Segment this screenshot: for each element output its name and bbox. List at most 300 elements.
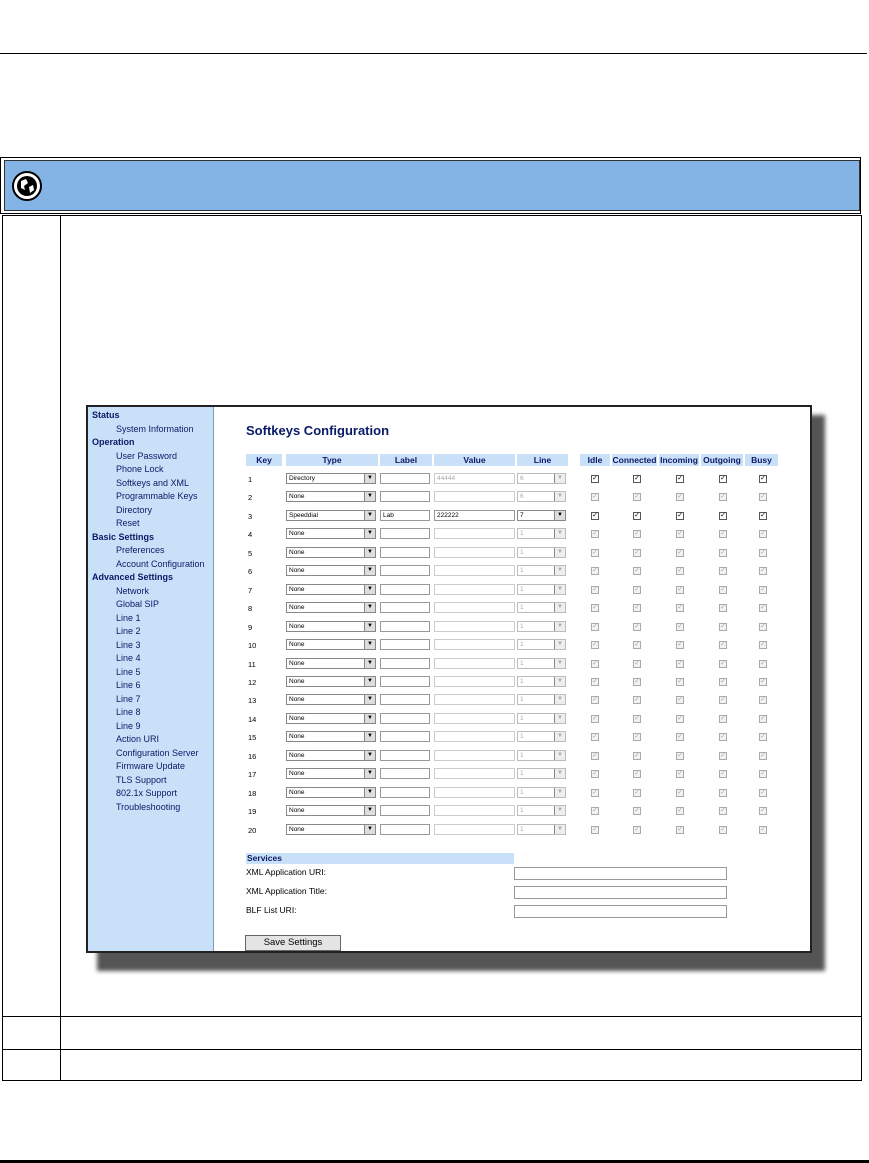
value-field[interactable] — [434, 528, 515, 539]
label-field[interactable] — [380, 658, 430, 669]
outgoing-checkbox[interactable]: ✓ — [720, 825, 726, 833]
value-field[interactable] — [434, 491, 515, 502]
outgoing-checkbox[interactable]: ✓ — [720, 475, 726, 482]
sidebar-item[interactable]: Directory — [116, 504, 153, 515]
idle-checkbox[interactable]: ✓ — [592, 530, 598, 538]
busy-checkbox[interactable]: ✓ — [760, 659, 766, 667]
line-select[interactable] — [517, 621, 566, 632]
type-select[interactable] — [286, 787, 376, 798]
label-field[interactable] — [380, 713, 430, 724]
incoming-checkbox[interactable]: ✓ — [677, 622, 683, 630]
sidebar-item[interactable]: Line 3 — [116, 639, 141, 650]
line-select-value: 1 — [520, 825, 524, 833]
line-select-value: 1 — [520, 714, 524, 722]
busy-checkbox[interactable]: ✓ — [760, 585, 766, 593]
line-select[interactable] — [517, 713, 566, 724]
softkey-row — [246, 599, 786, 617]
connected-checkbox[interactable]: ✓ — [634, 493, 640, 501]
type-select[interactable] — [286, 658, 376, 669]
dropdown-arrow-icon: ▼ — [364, 566, 375, 575]
type-select-value: None — [289, 567, 305, 575]
sidebar-item[interactable]: User Password — [116, 450, 178, 461]
key-number: 7 — [248, 585, 253, 595]
key-number: 6 — [248, 567, 253, 577]
column-header: Busy — [745, 454, 778, 466]
idle-checkbox[interactable]: ✓ — [592, 548, 598, 556]
sidebar-item[interactable]: 802.1x Support — [116, 788, 178, 798]
incoming-checkbox[interactable]: ✓ — [677, 511, 683, 519]
type-select-value: None — [289, 677, 305, 685]
idle-checkbox[interactable]: ✓ — [592, 825, 598, 833]
incoming-checkbox[interactable]: ✓ — [677, 475, 683, 482]
idle-checkbox[interactable]: ✓ — [592, 585, 598, 593]
incoming-checkbox[interactable]: ✓ — [677, 567, 683, 575]
incoming-checkbox[interactable]: ✓ — [677, 548, 683, 556]
dropdown-arrow-icon: ▼ — [364, 603, 375, 612]
idle-checkbox[interactable]: ✓ — [592, 807, 598, 815]
outgoing-checkbox[interactable]: ✓ — [720, 493, 726, 501]
line-select[interactable] — [517, 547, 566, 558]
column-header: Value — [434, 454, 515, 466]
idle-checkbox[interactable]: ✓ — [592, 475, 598, 482]
value-field[interactable] — [434, 768, 515, 779]
type-select[interactable] — [286, 602, 376, 613]
column-header: Label — [380, 454, 432, 466]
incoming-checkbox[interactable]: ✓ — [677, 604, 683, 612]
busy-checkbox[interactable]: ✓ — [760, 714, 766, 722]
label-field[interactable] — [380, 528, 430, 539]
connected-checkbox[interactable]: ✓ — [634, 530, 640, 538]
incoming-checkbox[interactable]: ✓ — [677, 714, 683, 722]
outgoing-checkbox[interactable]: ✓ — [720, 770, 726, 778]
idle-checkbox[interactable]: ✓ — [592, 751, 598, 759]
sidebar-item[interactable]: Line 2 — [116, 626, 141, 636]
sidebar-item[interactable]: System Information — [116, 423, 194, 434]
busy-checkbox[interactable]: ✓ — [760, 622, 766, 630]
incoming-checkbox[interactable]: ✓ — [677, 530, 683, 538]
idle-checkbox[interactable]: ✓ — [592, 567, 598, 575]
key-number: 14 — [248, 714, 257, 724]
dropdown-arrow-icon: ▼ — [554, 659, 565, 668]
type-select[interactable] — [286, 547, 376, 558]
value-field[interactable] — [434, 676, 515, 687]
type-select[interactable] — [286, 713, 376, 724]
line-select-value: 1 — [520, 807, 524, 815]
sidebar-item[interactable]: Preferences — [116, 545, 165, 555]
label-field[interactable] — [380, 676, 430, 687]
softkey-row — [246, 821, 786, 839]
dropdown-arrow-icon: ▼ — [364, 548, 375, 557]
service-field-input[interactable] — [514, 905, 727, 918]
idle-checkbox[interactable]: ✓ — [592, 696, 598, 704]
line-select-value: 1 — [520, 659, 524, 667]
softkey-row — [246, 765, 786, 783]
idle-checkbox[interactable]: ✓ — [592, 714, 598, 722]
value-field[interactable] — [434, 787, 515, 798]
line-select-value: 1 — [520, 530, 524, 538]
sidebar-item[interactable]: Line 5 — [116, 666, 141, 677]
line-select-value: 1 — [520, 751, 524, 759]
value-field[interactable] — [434, 694, 515, 705]
line-select[interactable] — [517, 731, 566, 742]
connected-checkbox[interactable]: ✓ — [634, 567, 640, 575]
key-number: 5 — [248, 548, 253, 558]
connected-checkbox[interactable]: ✓ — [634, 585, 640, 593]
idle-checkbox[interactable]: ✓ — [592, 659, 598, 667]
softkey-row — [246, 507, 786, 525]
value-field[interactable] — [434, 824, 515, 835]
type-select[interactable] — [286, 805, 376, 816]
dropdown-arrow-icon: ▼ — [554, 788, 565, 797]
line-select[interactable] — [517, 510, 566, 521]
outgoing-checkbox[interactable]: ✓ — [720, 511, 726, 519]
line-select[interactable] — [517, 768, 566, 779]
busy-checkbox[interactable]: ✓ — [760, 770, 766, 778]
idle-checkbox[interactable]: ✓ — [592, 493, 598, 501]
line-select[interactable] — [517, 584, 566, 595]
outgoing-checkbox[interactable]: ✓ — [720, 751, 726, 759]
softkey-row — [246, 618, 786, 636]
type-select-value: None — [289, 714, 305, 722]
connected-checkbox[interactable]: ✓ — [634, 622, 640, 630]
line-select[interactable] — [517, 473, 566, 484]
column-header: Idle — [580, 454, 610, 466]
label-field[interactable] — [380, 639, 430, 650]
connected-checkbox[interactable]: ✓ — [634, 807, 640, 815]
sidebar-item[interactable]: Line 1 — [116, 612, 141, 623]
key-number: 10 — [248, 641, 257, 651]
value-field[interactable]: 222222 — [434, 510, 515, 521]
line-select[interactable] — [517, 639, 566, 650]
line-select[interactable] — [517, 528, 566, 539]
outgoing-checkbox[interactable]: ✓ — [720, 548, 726, 556]
line-select[interactable] — [517, 694, 566, 705]
type-select[interactable] — [286, 731, 376, 742]
busy-checkbox[interactable]: ✓ — [760, 475, 766, 482]
value-field[interactable]: 44444 — [434, 473, 515, 484]
key-number: 4 — [248, 530, 253, 540]
dropdown-arrow-icon: ▼ — [364, 511, 375, 520]
sidebar-item[interactable]: Line 4 — [116, 653, 141, 663]
outgoing-checkbox[interactable]: ✓ — [720, 807, 726, 815]
line-select-value: 1 — [520, 696, 524, 704]
sidebar-item[interactable]: Line 9 — [116, 720, 141, 731]
value-field[interactable] — [434, 602, 515, 613]
line-select[interactable] — [517, 805, 566, 816]
type-select-value: None — [289, 585, 305, 593]
type-select[interactable] — [286, 491, 376, 502]
connected-checkbox[interactable]: ✓ — [634, 475, 640, 482]
sidebar-item[interactable]: Firmware Update — [116, 761, 186, 771]
column-header: Key — [246, 454, 282, 466]
sidebar-item[interactable]: Programmable Keys — [116, 491, 198, 501]
busy-checkbox[interactable]: ✓ — [760, 641, 766, 649]
dropdown-arrow-icon: ▼ — [364, 585, 375, 594]
type-select[interactable] — [286, 510, 376, 521]
type-select[interactable] — [286, 639, 376, 650]
line-select[interactable] — [517, 787, 566, 798]
label-field[interactable] — [380, 547, 430, 558]
label-field[interactable] — [380, 565, 430, 576]
busy-checkbox[interactable]: ✓ — [760, 604, 766, 612]
type-select[interactable] — [286, 621, 376, 632]
value-field[interactable] — [434, 621, 515, 632]
outgoing-checkbox[interactable]: ✓ — [720, 677, 726, 685]
sidebar-section-heading[interactable]: Operation — [92, 437, 135, 447]
key-number: 11 — [248, 659, 256, 669]
column-header: Outgoing — [701, 454, 743, 466]
softkey-row — [246, 710, 786, 728]
softkey-row — [246, 747, 786, 765]
idle-checkbox[interactable]: ✓ — [592, 641, 598, 649]
dropdown-arrow-icon: ▼ — [364, 492, 375, 501]
outgoing-checkbox[interactable]: ✓ — [720, 530, 726, 538]
connected-checkbox[interactable]: ✓ — [634, 641, 640, 649]
label-field[interactable] — [380, 621, 430, 632]
incoming-checkbox[interactable]: ✓ — [677, 493, 683, 501]
dropdown-arrow-icon: ▼ — [554, 825, 565, 834]
type-select[interactable] — [286, 584, 376, 595]
dropdown-arrow-icon: ▼ — [554, 806, 565, 815]
type-select-value: None — [289, 807, 305, 815]
softkey-row — [246, 784, 786, 802]
value-field[interactable] — [434, 565, 515, 576]
header-rule — [0, 53, 867, 54]
type-select[interactable] — [286, 565, 376, 576]
connected-checkbox[interactable]: ✓ — [634, 733, 640, 741]
type-select[interactable] — [286, 694, 376, 705]
label-field[interactable] — [380, 584, 430, 595]
outgoing-checkbox[interactable]: ✓ — [720, 733, 726, 741]
service-field-input[interactable] — [514, 867, 727, 880]
type-select[interactable] — [286, 473, 376, 484]
dropdown-arrow-icon: ▼ — [364, 788, 375, 797]
type-select-value: None — [289, 659, 305, 667]
sidebar-item[interactable]: Line 7 — [116, 693, 141, 704]
value-field[interactable] — [434, 658, 515, 669]
value-field[interactable] — [434, 547, 515, 558]
line-select[interactable] — [517, 602, 566, 613]
connected-checkbox[interactable]: ✓ — [634, 677, 640, 685]
idle-checkbox[interactable]: ✓ — [592, 733, 598, 741]
label-field[interactable] — [380, 602, 430, 613]
type-select[interactable] — [286, 750, 376, 761]
dropdown-arrow-icon: ▼ — [554, 714, 565, 723]
line-select[interactable] — [517, 676, 566, 687]
sidebar-item[interactable]: Phone Lock — [116, 464, 164, 474]
type-select-value: None — [289, 825, 305, 833]
sidebar-item[interactable]: Troubleshooting — [116, 801, 181, 812]
busy-checkbox[interactable]: ✓ — [760, 567, 766, 575]
label-field[interactable]: Lab — [380, 510, 430, 521]
key-number: 2 — [248, 493, 253, 503]
type-select-value: None — [289, 788, 305, 796]
key-number: 19 — [248, 807, 257, 817]
incoming-checkbox[interactable]: ✓ — [677, 696, 683, 704]
type-select-value: None — [289, 696, 305, 704]
incoming-checkbox[interactable]: ✓ — [677, 659, 683, 667]
service-field-input[interactable] — [514, 886, 727, 899]
sidebar-section-heading[interactable]: Basic Settings — [92, 531, 155, 542]
softkey-row — [246, 488, 786, 506]
label-field[interactable] — [380, 491, 430, 502]
label-field[interactable] — [380, 694, 430, 705]
dropdown-arrow-icon: ▼ — [554, 622, 565, 631]
idle-checkbox[interactable]: ✓ — [592, 511, 598, 519]
label-field[interactable] — [380, 824, 430, 835]
key-number: 8 — [248, 604, 253, 614]
idle-checkbox[interactable]: ✓ — [592, 788, 598, 796]
sidebar-item[interactable]: Line 8 — [116, 707, 141, 717]
softkey-row — [246, 728, 786, 746]
connected-checkbox[interactable]: ✓ — [634, 788, 640, 796]
outgoing-checkbox[interactable]: ✓ — [720, 567, 726, 575]
idle-checkbox[interactable]: ✓ — [592, 604, 598, 612]
outgoing-checkbox[interactable]: ✓ — [720, 788, 726, 796]
dropdown-arrow-icon: ▼ — [554, 677, 565, 686]
incoming-checkbox[interactable]: ✓ — [677, 585, 683, 593]
type-select-value: None — [289, 751, 305, 759]
connected-checkbox[interactable]: ✓ — [634, 696, 640, 704]
softkeys-screenshot — [86, 405, 812, 953]
busy-checkbox[interactable]: ✓ — [760, 696, 766, 704]
value-field[interactable] — [434, 731, 515, 742]
line-select[interactable] — [517, 491, 566, 502]
softkey-row — [246, 691, 786, 709]
label-field[interactable] — [380, 787, 430, 798]
line-select-value: 1 — [520, 585, 524, 593]
busy-checkbox[interactable]: ✓ — [760, 733, 766, 741]
sidebar-item[interactable]: Softkeys and XML — [116, 477, 190, 488]
label-field[interactable] — [380, 750, 430, 761]
incoming-checkbox[interactable]: ✓ — [677, 807, 683, 815]
line-select[interactable] — [517, 750, 566, 761]
busy-checkbox[interactable]: ✓ — [760, 548, 766, 556]
sidebar-item[interactable]: Action URI — [116, 734, 160, 744]
value-field[interactable] — [434, 750, 515, 761]
value-field[interactable] — [434, 713, 515, 724]
sidebar-item[interactable]: Configuration Server — [116, 747, 199, 758]
connected-checkbox[interactable]: ✓ — [634, 825, 640, 833]
key-number: 12 — [248, 677, 257, 687]
dropdown-arrow-icon: ▼ — [364, 695, 375, 704]
busy-checkbox[interactable]: ✓ — [760, 751, 766, 759]
type-select-value: None — [289, 604, 305, 612]
type-select[interactable] — [286, 528, 376, 539]
incoming-checkbox[interactable]: ✓ — [677, 641, 683, 649]
connected-checkbox[interactable]: ✓ — [634, 548, 640, 556]
connected-checkbox[interactable]: ✓ — [634, 714, 640, 722]
sidebar-section-heading[interactable]: Advanced Settings — [92, 572, 174, 582]
dropdown-arrow-icon: ▼ — [554, 732, 565, 741]
value-field[interactable] — [434, 805, 515, 816]
column-header: Line — [517, 454, 568, 466]
dropdown-arrow-icon: ▼ — [364, 751, 375, 760]
dropdown-arrow-icon: ▼ — [364, 474, 375, 483]
outgoing-checkbox[interactable]: ✓ — [720, 659, 726, 667]
incoming-checkbox[interactable]: ✓ — [677, 788, 683, 796]
incoming-checkbox[interactable]: ✓ — [677, 751, 683, 759]
sidebar-item[interactable]: Global SIP — [116, 599, 160, 609]
busy-checkbox[interactable]: ✓ — [760, 807, 766, 815]
connected-checkbox[interactable]: ✓ — [634, 604, 640, 612]
incoming-checkbox[interactable]: ✓ — [677, 733, 683, 741]
dropdown-arrow-icon: ▼ — [554, 511, 565, 520]
step-table-row-divider — [2, 1016, 862, 1017]
type-select-value: None — [289, 733, 305, 741]
sidebar-item[interactable]: Line 6 — [116, 680, 141, 690]
outgoing-checkbox[interactable]: ✓ — [720, 714, 726, 722]
table-header — [246, 454, 782, 466]
busy-checkbox[interactable]: ✓ — [760, 530, 766, 538]
type-select[interactable] — [286, 768, 376, 779]
outgoing-checkbox[interactable]: ✓ — [720, 641, 726, 649]
service-field-label: BLF List URI: — [246, 905, 297, 915]
dropdown-arrow-icon: ▼ — [364, 714, 375, 723]
line-select[interactable] — [517, 824, 566, 835]
dropdown-arrow-icon: ▼ — [554, 529, 565, 538]
outgoing-checkbox[interactable]: ✓ — [720, 696, 726, 704]
key-number: 1 — [248, 475, 253, 484]
sidebar-section-heading[interactable]: Status — [92, 410, 120, 420]
connected-checkbox[interactable]: ✓ — [634, 511, 640, 519]
services-heading: Services — [246, 853, 514, 864]
busy-checkbox[interactable]: ✓ — [760, 677, 766, 685]
label-field[interactable] — [380, 768, 430, 779]
label-field[interactable] — [380, 473, 430, 484]
idle-checkbox[interactable]: ✓ — [592, 622, 598, 630]
connected-checkbox[interactable]: ✓ — [634, 659, 640, 667]
column-header: Type — [286, 454, 378, 466]
type-select-value: None — [289, 641, 305, 649]
connected-checkbox[interactable]: ✓ — [634, 751, 640, 759]
connected-checkbox[interactable]: ✓ — [634, 770, 640, 778]
type-select[interactable] — [286, 676, 376, 687]
idle-checkbox[interactable]: ✓ — [592, 770, 598, 778]
line-select[interactable] — [517, 658, 566, 669]
type-select[interactable] — [286, 824, 376, 835]
service-field-label: XML Application Title: — [246, 886, 327, 896]
dropdown-arrow-icon: ▼ — [364, 659, 375, 668]
dropdown-arrow-icon: ▼ — [554, 474, 565, 483]
dropdown-arrow-icon: ▼ — [554, 548, 565, 557]
label-field[interactable] — [380, 731, 430, 742]
save-settings-button[interactable]: Save Settings — [245, 935, 341, 951]
line-select[interactable] — [517, 565, 566, 576]
incoming-checkbox[interactable]: ✓ — [677, 825, 683, 833]
sidebar-item[interactable]: Network — [116, 585, 150, 596]
line-select-value: 6 — [520, 493, 524, 501]
service-field-label: XML Application URI: — [246, 867, 326, 877]
outgoing-checkbox[interactable]: ✓ — [720, 622, 726, 630]
incoming-checkbox[interactable]: ✓ — [677, 677, 683, 685]
outgoing-checkbox[interactable]: ✓ — [720, 585, 726, 593]
idle-checkbox[interactable]: ✓ — [592, 677, 598, 685]
busy-checkbox[interactable]: ✓ — [760, 788, 766, 796]
busy-checkbox[interactable]: ✓ — [760, 511, 766, 519]
sidebar-item[interactable]: TLS Support — [116, 774, 167, 785]
sidebar-item[interactable]: Account Configuration — [116, 558, 205, 569]
softkey-row — [246, 655, 786, 673]
incoming-checkbox[interactable]: ✓ — [677, 770, 683, 778]
value-field[interactable] — [434, 639, 515, 650]
sidebar-item[interactable]: Reset — [116, 518, 140, 528]
outgoing-checkbox[interactable]: ✓ — [720, 604, 726, 612]
busy-checkbox[interactable]: ✓ — [760, 825, 766, 833]
value-field[interactable] — [434, 584, 515, 595]
label-field[interactable] — [380, 805, 430, 816]
busy-checkbox[interactable]: ✓ — [760, 493, 766, 501]
